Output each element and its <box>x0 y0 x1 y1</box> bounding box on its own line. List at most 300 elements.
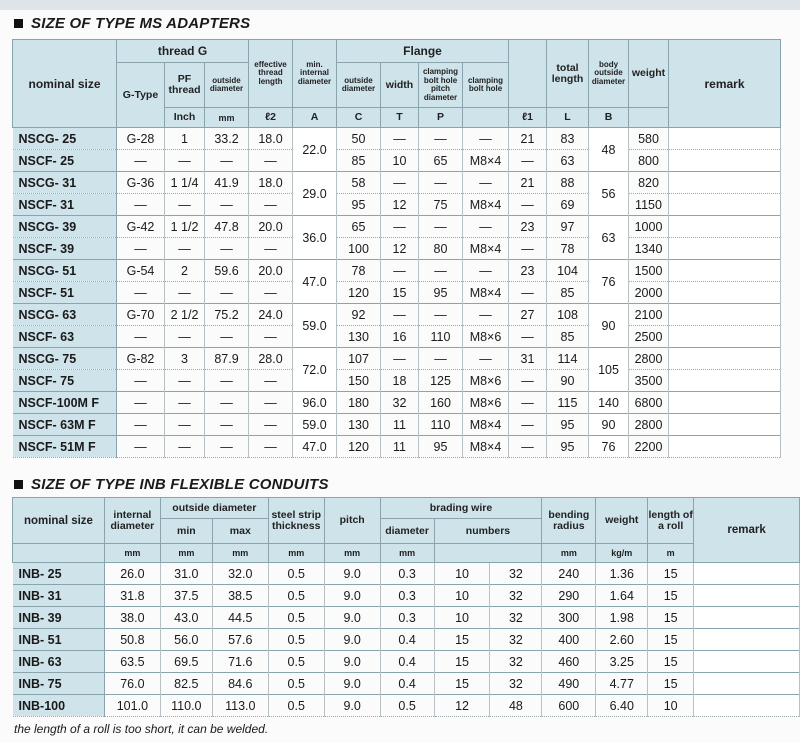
cell-weight: 6.40 <box>596 695 648 717</box>
sym-c: C <box>337 108 381 128</box>
cell-width: — <box>381 216 419 238</box>
section-title-text: SIZE OF TYPE MS ADAPTERS <box>31 15 251 32</box>
table-row <box>13 607 800 629</box>
hdr-diameter: diameter <box>380 519 434 544</box>
cell-length-of-roll: 15 <box>648 651 694 673</box>
table-row <box>13 150 781 172</box>
cell-g-type: — <box>117 370 165 392</box>
cell-outside-diameter: 33.2 <box>205 128 249 150</box>
cell-internal-diameter: 76.0 <box>104 673 160 695</box>
cell-min-internal: 36.0 <box>293 216 337 260</box>
hdr-bending-radius: bending radius <box>542 498 596 544</box>
cell-effective-length: — <box>249 370 293 392</box>
cell-nominal-size: NSCF- 75 <box>13 370 117 392</box>
cell-wire-numbers-2: 32 <box>490 651 542 673</box>
cell-l1: — <box>509 414 547 436</box>
cell-wire-numbers-1: 15 <box>434 673 490 695</box>
cell-bolt-hole: M8×4 <box>463 436 509 458</box>
cell-g-type: G-70 <box>117 304 165 326</box>
cell-bending-radius: 300 <box>542 607 596 629</box>
cell-pitch: 110 <box>419 414 463 436</box>
cell-l1: 27 <box>509 304 547 326</box>
cell-remark <box>694 695 800 717</box>
cell-bolt-hole: — <box>463 128 509 150</box>
cell-outside-max: 38.5 <box>212 585 268 607</box>
cell-pf-thread: — <box>165 150 205 172</box>
cell-bending-radius: 460 <box>542 651 596 673</box>
cell-bolt-hole: — <box>463 216 509 238</box>
unit-blank <box>13 544 105 563</box>
cell-total-length: 95 <box>547 414 589 436</box>
section-title-ms-adapters <box>14 15 250 32</box>
cell-remark <box>669 216 781 238</box>
cell-g-type: — <box>117 282 165 304</box>
cell-bolt-hole: — <box>463 304 509 326</box>
table-row <box>13 695 800 717</box>
table-row <box>13 216 781 238</box>
cell-body-outside: 76 <box>589 436 629 458</box>
cell-l1: 21 <box>509 172 547 194</box>
cell-remark <box>669 370 781 392</box>
cell-steel-thickness: 0.5 <box>268 629 324 651</box>
cell-wire-numbers-1: 10 <box>434 585 490 607</box>
cell-bending-radius: 240 <box>542 563 596 585</box>
cell-wire-numbers-2: 32 <box>490 563 542 585</box>
hdr-width: width <box>381 63 419 108</box>
hdr-pf-thread: PF thread <box>165 63 205 108</box>
table-row <box>13 563 800 585</box>
cell-outside-diameter: 47.8 <box>205 216 249 238</box>
cell-bolt-hole: M8×6 <box>463 326 509 348</box>
hdr-flange-outside-diameter: outside diameter <box>337 63 381 108</box>
cell-effective-length: — <box>249 150 293 172</box>
cell-pitch: 9.0 <box>324 585 380 607</box>
cell-g-type: — <box>117 436 165 458</box>
cell-remark <box>694 585 800 607</box>
sym-b: B <box>589 108 629 128</box>
cell-pitch: 9.0 <box>324 607 380 629</box>
cell-weight: 2800 <box>629 414 669 436</box>
cell-remark <box>669 304 781 326</box>
cell-g-type: — <box>117 326 165 348</box>
bullet-square-icon <box>14 480 23 489</box>
cell-outside-min: 110.0 <box>160 695 212 717</box>
cell-nominal-size: INB- 39 <box>13 607 105 629</box>
cell-outside-min: 43.0 <box>160 607 212 629</box>
cell-nominal-size: NSCF-100M F <box>13 392 117 414</box>
cell-remark <box>669 194 781 216</box>
cell-total-length: 88 <box>547 172 589 194</box>
cell-steel-thickness: 0.5 <box>268 563 324 585</box>
cell-outside-min: 37.5 <box>160 585 212 607</box>
cell-l1: — <box>509 150 547 172</box>
cell-nominal-size: NSCF- 51 <box>13 282 117 304</box>
table-row <box>13 194 781 216</box>
table-row <box>13 651 800 673</box>
cell-total-length: 115 <box>547 392 589 414</box>
cell-remark <box>669 260 781 282</box>
cell-pf-thread: — <box>165 392 205 414</box>
cell-effective-length: — <box>249 436 293 458</box>
cell-total-length: 83 <box>547 128 589 150</box>
cell-internal-diameter: 26.0 <box>104 563 160 585</box>
cell-outside-max: 71.6 <box>212 651 268 673</box>
cell-length-of-roll: 15 <box>648 563 694 585</box>
unit-min: mm <box>160 544 212 563</box>
cell-wire-diameter: 0.3 <box>380 607 434 629</box>
cell-bolt-hole: — <box>463 260 509 282</box>
cell-flange-outside: 130 <box>337 414 381 436</box>
sym-p: P <box>419 108 463 128</box>
cell-pitch: 65 <box>419 150 463 172</box>
cell-l1: 23 <box>509 260 547 282</box>
cell-outside-diameter: — <box>205 370 249 392</box>
cell-effective-length: 20.0 <box>249 260 293 282</box>
cell-wire-diameter: 0.4 <box>380 629 434 651</box>
table-row <box>13 392 781 414</box>
cell-length-of-roll: 15 <box>648 673 694 695</box>
cell-l1: — <box>509 436 547 458</box>
cell-outside-max: 57.6 <box>212 629 268 651</box>
sym-hole <box>463 108 509 128</box>
cell-pf-thread: 1 1/2 <box>165 216 205 238</box>
cell-total-length: 85 <box>547 282 589 304</box>
cell-steel-thickness: 0.5 <box>268 673 324 695</box>
cell-wire-numbers-1: 15 <box>434 629 490 651</box>
cell-pitch: 110 <box>419 326 463 348</box>
cell-remark <box>694 607 800 629</box>
cell-pitch: 95 <box>419 436 463 458</box>
cell-g-type: — <box>117 392 165 414</box>
cell-pf-thread: 1 1/4 <box>165 172 205 194</box>
cell-pitch: — <box>419 260 463 282</box>
cell-total-length: 85 <box>547 326 589 348</box>
cell-pf-thread: — <box>165 326 205 348</box>
cell-g-type: — <box>117 194 165 216</box>
cell-weight: 2200 <box>629 436 669 458</box>
hdr-effective-thread-length: effective thread length <box>249 40 293 108</box>
cell-width: — <box>381 260 419 282</box>
cell-nominal-size: NSCG- 39 <box>13 216 117 238</box>
cell-flange-outside: 85 <box>337 150 381 172</box>
cell-pitch: 125 <box>419 370 463 392</box>
cell-remark <box>669 392 781 414</box>
sym-min: A <box>293 108 337 128</box>
cell-outside-diameter: 87.9 <box>205 348 249 370</box>
cell-wire-numbers-2: 32 <box>490 673 542 695</box>
ms-adapters-table <box>12 39 781 458</box>
cell-g-type: — <box>117 238 165 260</box>
cell-outside-diameter: 75.2 <box>205 304 249 326</box>
cell-body-outside: 76 <box>589 260 629 304</box>
hdr-flange: Flange <box>337 40 509 63</box>
hdr-outside-diameter: outside diameter <box>160 498 268 519</box>
cell-pf-thread: 2 1/2 <box>165 304 205 326</box>
cell-outside-min: 82.5 <box>160 673 212 695</box>
cell-effective-length: — <box>249 194 293 216</box>
cell-bending-radius: 490 <box>542 673 596 695</box>
hdr-clamping-bolt-hole: clamping bolt hole <box>463 63 509 108</box>
cell-steel-thickness: 0.5 <box>268 695 324 717</box>
cell-total-length: 114 <box>547 348 589 370</box>
cell-remark <box>669 172 781 194</box>
cell-min-internal: 29.0 <box>293 172 337 216</box>
table-row <box>13 585 800 607</box>
cell-total-length: 90 <box>547 370 589 392</box>
cell-flange-outside: 130 <box>337 326 381 348</box>
cell-pf-thread: — <box>165 238 205 260</box>
hdr-outside-diameter: outside diameter <box>205 63 249 108</box>
cell-outside-min: 69.5 <box>160 651 212 673</box>
cell-bolt-hole: — <box>463 348 509 370</box>
footnote: the length of a roll is too short, it can be welded. <box>14 722 269 736</box>
cell-flange-outside: 78 <box>337 260 381 282</box>
cell-nominal-size: NSCG- 31 <box>13 172 117 194</box>
cell-body-outside: 90 <box>589 304 629 348</box>
cell-g-type: G-28 <box>117 128 165 150</box>
cell-nominal-size: INB- 31 <box>13 585 105 607</box>
cell-pitch: — <box>419 216 463 238</box>
cell-internal-diameter: 101.0 <box>104 695 160 717</box>
hdr-weight: weight <box>596 498 648 544</box>
cell-length-of-roll: 15 <box>648 629 694 651</box>
cell-pitch: 9.0 <box>324 673 380 695</box>
cell-pitch: 160 <box>419 392 463 414</box>
hdr-total-length: total length <box>547 40 589 108</box>
cell-pitch: 75 <box>419 194 463 216</box>
cell-nominal-size: NSCF- 25 <box>13 150 117 172</box>
cell-body-outside: 63 <box>589 216 629 260</box>
cell-steel-thickness: 0.5 <box>268 651 324 673</box>
cell-body-outside: 56 <box>589 172 629 216</box>
cell-min-internal: 47.0 <box>293 260 337 304</box>
cell-remark <box>669 128 781 150</box>
cell-nominal-size: NSCG- 51 <box>13 260 117 282</box>
cell-outside-diameter: 59.6 <box>205 260 249 282</box>
cell-internal-diameter: 31.8 <box>104 585 160 607</box>
cell-remark <box>694 673 800 695</box>
cell-l1: — <box>509 238 547 260</box>
cell-wire-diameter: 0.4 <box>380 651 434 673</box>
cell-outside-diameter: — <box>205 194 249 216</box>
cell-flange-outside: 180 <box>337 392 381 414</box>
cell-outside-diameter: — <box>205 326 249 348</box>
cell-flange-outside: 50 <box>337 128 381 150</box>
cell-g-type: — <box>117 150 165 172</box>
ms-table-header <box>13 40 781 128</box>
cell-internal-diameter: 63.5 <box>104 651 160 673</box>
sym-t: T <box>381 108 419 128</box>
cell-wire-numbers-2: 32 <box>490 607 542 629</box>
cell-remark <box>694 629 800 651</box>
table-row <box>13 282 781 304</box>
cell-outside-diameter: — <box>205 282 249 304</box>
cell-remark <box>694 651 800 673</box>
cell-wire-diameter: 0.3 <box>380 563 434 585</box>
section-title-inb-conduits <box>14 476 329 493</box>
cell-nominal-size: NSCF- 31 <box>13 194 117 216</box>
cell-outside-max: 84.6 <box>212 673 268 695</box>
cell-min-internal: 72.0 <box>293 348 337 392</box>
cell-length-of-roll: 15 <box>648 585 694 607</box>
cell-l1: — <box>509 392 547 414</box>
cell-l1: — <box>509 194 547 216</box>
cell-weight: 800 <box>629 150 669 172</box>
cell-weight: 2.60 <box>596 629 648 651</box>
cell-bolt-hole: M8×4 <box>463 194 509 216</box>
table-row <box>13 172 781 194</box>
cell-weight: 1340 <box>629 238 669 260</box>
cell-effective-length: 18.0 <box>249 172 293 194</box>
cell-flange-outside: 100 <box>337 238 381 260</box>
cell-nominal-size: NSCF- 51M F <box>13 436 117 458</box>
hdr-length-of-roll: length of a roll <box>648 498 694 544</box>
cell-flange-outside: 92 <box>337 304 381 326</box>
cell-effective-length: — <box>249 326 293 348</box>
cell-weight: 1000 <box>629 216 669 238</box>
cell-outside-min: 31.0 <box>160 563 212 585</box>
cell-body-outside: 105 <box>589 348 629 392</box>
cell-total-length: 97 <box>547 216 589 238</box>
cell-width: 32 <box>381 392 419 414</box>
cell-weight: 1500 <box>629 260 669 282</box>
cell-flange-outside: 120 <box>337 282 381 304</box>
unit-steel: mm <box>268 544 324 563</box>
sym-l1: ℓ1 <box>509 108 547 128</box>
hdr-remark: remark <box>669 40 781 128</box>
cell-bending-radius: 600 <box>542 695 596 717</box>
cell-wire-numbers-1: 15 <box>434 651 490 673</box>
cell-weight: 1.98 <box>596 607 648 629</box>
cell-remark <box>669 150 781 172</box>
cell-remark <box>669 414 781 436</box>
hdr-max: max <box>212 519 268 544</box>
cell-weight: 6800 <box>629 392 669 414</box>
cell-g-type: — <box>117 414 165 436</box>
cell-pitch: 9.0 <box>324 629 380 651</box>
section-title-text: SIZE OF TYPE INB FLEXIBLE CONDUITS <box>31 476 329 493</box>
cell-wire-diameter: 0.3 <box>380 585 434 607</box>
cell-bending-radius: 400 <box>542 629 596 651</box>
unit-length: m <box>648 544 694 563</box>
cell-wire-diameter: 0.5 <box>380 695 434 717</box>
cell-bolt-hole: — <box>463 172 509 194</box>
cell-weight: 3500 <box>629 370 669 392</box>
cell-nominal-size: INB- 51 <box>13 629 105 651</box>
cell-pf-thread: 3 <box>165 348 205 370</box>
cell-l1: 31 <box>509 348 547 370</box>
cell-wire-numbers-2: 48 <box>490 695 542 717</box>
cell-width: 11 <box>381 436 419 458</box>
cell-width: — <box>381 128 419 150</box>
cell-remark <box>669 348 781 370</box>
cell-weight: 1.36 <box>596 563 648 585</box>
table-row <box>13 629 800 651</box>
cell-effective-length: 24.0 <box>249 304 293 326</box>
cell-nominal-size: NSCF- 39 <box>13 238 117 260</box>
cell-weight: 2100 <box>629 304 669 326</box>
cell-bolt-hole: M8×6 <box>463 370 509 392</box>
cell-length-of-roll: 10 <box>648 695 694 717</box>
cell-outside-diameter: — <box>205 238 249 260</box>
cell-remark <box>669 436 781 458</box>
cell-length-of-roll: 15 <box>648 607 694 629</box>
cell-min-internal: 59.0 <box>293 414 337 436</box>
cell-total-length: 95 <box>547 436 589 458</box>
cell-pitch: 9.0 <box>324 563 380 585</box>
hdr-clamping-pitch: clamping bolt hole pitch diameter <box>419 63 463 108</box>
cell-pf-thread: — <box>165 436 205 458</box>
cell-wire-diameter: 0.4 <box>380 673 434 695</box>
cell-weight: 820 <box>629 172 669 194</box>
cell-width: 11 <box>381 414 419 436</box>
table-row <box>13 260 781 282</box>
cell-nominal-size: INB-100 <box>13 695 105 717</box>
cell-total-length: 63 <box>547 150 589 172</box>
cell-pitch: 9.0 <box>324 695 380 717</box>
cell-bolt-hole: M8×4 <box>463 282 509 304</box>
cell-total-length: 78 <box>547 238 589 260</box>
cell-outside-diameter: — <box>205 392 249 414</box>
cell-flange-outside: 107 <box>337 348 381 370</box>
cell-weight: 3.25 <box>596 651 648 673</box>
cell-total-length: 69 <box>547 194 589 216</box>
sym-eff: ℓ2 <box>249 108 293 128</box>
cell-width: 10 <box>381 150 419 172</box>
cell-width: — <box>381 304 419 326</box>
cell-internal-diameter: 50.8 <box>104 629 160 651</box>
cell-l1: — <box>509 326 547 348</box>
hdr-remark: remark <box>694 498 800 563</box>
unit-bend: mm <box>542 544 596 563</box>
cell-nominal-size: NSCF- 63M F <box>13 414 117 436</box>
cell-bolt-hole: M8×4 <box>463 414 509 436</box>
unit-pitch: mm <box>324 544 380 563</box>
cell-l1: — <box>509 370 547 392</box>
cell-total-length: 108 <box>547 304 589 326</box>
unit-dia: mm <box>380 544 434 563</box>
inb-table-header <box>13 498 800 563</box>
cell-outside-max: 32.0 <box>212 563 268 585</box>
cell-bolt-hole: M8×6 <box>463 392 509 414</box>
cell-nominal-size: NSCG- 63 <box>13 304 117 326</box>
unit-weight: kg/m <box>596 544 648 563</box>
inb-table-body <box>13 563 800 717</box>
cell-width: 12 <box>381 238 419 260</box>
cell-g-type: G-36 <box>117 172 165 194</box>
hdr-steel-strip-thickness: steel strip thickness <box>268 498 324 544</box>
cell-g-type: G-42 <box>117 216 165 238</box>
cell-steel-thickness: 0.5 <box>268 585 324 607</box>
hdr-nominal-size: nominal size <box>13 40 117 128</box>
cell-flange-outside: 65 <box>337 216 381 238</box>
hdr-l1-blank <box>509 40 547 108</box>
hdr-min-internal-diameter: min. internal diameter <box>293 40 337 108</box>
table-row <box>13 326 781 348</box>
cell-weight: 2000 <box>629 282 669 304</box>
cell-width: — <box>381 172 419 194</box>
cell-pitch: — <box>419 128 463 150</box>
cell-nominal-size: INB- 25 <box>13 563 105 585</box>
cell-pitch: — <box>419 172 463 194</box>
cell-remark <box>694 563 800 585</box>
cell-min-internal: 59.0 <box>293 304 337 348</box>
cell-wire-numbers-1: 10 <box>434 563 490 585</box>
cell-min-internal: 96.0 <box>293 392 337 414</box>
unit-max: mm <box>212 544 268 563</box>
hdr-thread-g: thread G <box>117 40 249 63</box>
cell-width: — <box>381 348 419 370</box>
